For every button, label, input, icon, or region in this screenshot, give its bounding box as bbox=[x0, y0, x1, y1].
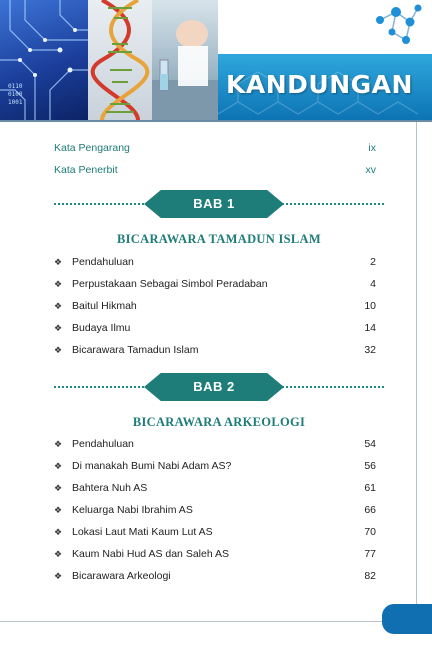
toc-entry-page: xv bbox=[365, 164, 376, 176]
toc-entry[interactable] bbox=[54, 523, 376, 541]
toc-entry-label: Kata Penerbit bbox=[54, 164, 118, 176]
toc-entry[interactable] bbox=[54, 253, 376, 271]
header-banner bbox=[0, 0, 432, 120]
diamond-bullet-icon: ❖ bbox=[54, 571, 63, 581]
chapter-2-banner bbox=[54, 373, 384, 401]
chapter-number: BAB 1 bbox=[193, 196, 235, 211]
dna-helix-image bbox=[88, 0, 152, 120]
toc-entry-page: 32 bbox=[364, 344, 376, 356]
toc-entry-page: 70 bbox=[364, 526, 376, 538]
toc-entry[interactable] bbox=[54, 297, 376, 315]
diamond-bullet-icon: ❖ bbox=[54, 483, 63, 493]
diamond-bullet-icon: ❖ bbox=[54, 345, 63, 355]
toc-entry[interactable] bbox=[54, 567, 376, 585]
chapter-1-banner bbox=[54, 190, 384, 218]
toc-entry-page: 14 bbox=[364, 322, 376, 334]
svg-text:0110: 0110 bbox=[8, 83, 23, 90]
toc-entry[interactable] bbox=[54, 479, 376, 497]
diamond-bullet-icon: ❖ bbox=[54, 549, 63, 559]
page-number-tab bbox=[382, 604, 432, 634]
toc-entry-label: Kaum Nabi Hud AS dan Saleh AS bbox=[72, 548, 230, 560]
toc-entry-label: Bicarawara Tamadun Islam bbox=[72, 344, 199, 356]
diamond-bullet-icon: ❖ bbox=[54, 527, 63, 537]
page-bottom-border bbox=[0, 621, 416, 622]
toc-entry-page: 54 bbox=[364, 438, 376, 450]
toc-entry-page: 61 bbox=[364, 482, 376, 494]
toc-entry-kata-pengarang[interactable] bbox=[54, 139, 376, 157]
toc-entry-label: Di manakah Bumi Nabi Adam AS? bbox=[72, 460, 232, 472]
chapter-number: BAB 2 bbox=[193, 379, 235, 394]
diamond-bullet-icon: ❖ bbox=[54, 439, 63, 449]
laboratory-image bbox=[152, 0, 218, 120]
toc-entry[interactable] bbox=[54, 319, 376, 337]
toc-entry-label: Baitul Hikmah bbox=[72, 300, 137, 312]
header-divider bbox=[0, 120, 432, 122]
svg-text:0100: 0100 bbox=[8, 91, 23, 98]
toc-entry-page: 56 bbox=[364, 460, 376, 472]
toc-entry-page: 77 bbox=[364, 548, 376, 560]
svg-text:1001: 1001 bbox=[8, 99, 23, 106]
toc-entry[interactable] bbox=[54, 457, 376, 475]
diamond-bullet-icon: ❖ bbox=[54, 257, 63, 267]
toc-entry-label: Budaya Ilmu bbox=[72, 322, 131, 334]
diamond-bullet-icon: ❖ bbox=[54, 505, 63, 515]
toc-entry[interactable] bbox=[54, 435, 376, 453]
page-title: KANDUNGAN bbox=[226, 70, 413, 99]
toc-entry[interactable] bbox=[54, 341, 376, 359]
toc-entry-page: 10 bbox=[364, 300, 376, 312]
diamond-bullet-icon: ❖ bbox=[54, 461, 63, 471]
toc-entry-label: Pendahuluan bbox=[72, 438, 134, 450]
page-side-border bbox=[416, 122, 417, 622]
toc-entry-kata-penerbit[interactable] bbox=[54, 161, 376, 179]
toc-entry-page: 82 bbox=[364, 570, 376, 582]
toc-entry-label: Perpustakaan Sebagai Simbol Peradaban bbox=[72, 278, 268, 290]
diamond-bullet-icon: ❖ bbox=[54, 323, 63, 333]
toc-entry-page: 4 bbox=[370, 278, 376, 290]
toc-entry-label: Kata Pengarang bbox=[54, 142, 130, 154]
circuit-board-image bbox=[0, 0, 88, 120]
toc-entry-label: Pendahuluan bbox=[72, 256, 134, 268]
toc-entry[interactable] bbox=[54, 275, 376, 293]
toc-entry[interactable] bbox=[54, 545, 376, 563]
diamond-bullet-icon: ❖ bbox=[54, 301, 63, 311]
toc-entry-label: Lokasi Laut Mati Kaum Lut AS bbox=[72, 526, 213, 538]
chapter-2-title: BICARAWARA ARKEOLOGI bbox=[132, 415, 306, 429]
toc-entry[interactable] bbox=[54, 501, 376, 519]
toc-entry-page: ix bbox=[368, 142, 376, 154]
toc-entry-page: 66 bbox=[364, 504, 376, 516]
toc-entry-label: Bahtera Nuh AS bbox=[72, 482, 148, 494]
toc-entry-page: 2 bbox=[370, 256, 376, 268]
toc-entry-label: Bicarawara Arkeologi bbox=[72, 570, 171, 582]
chapter-1-title: BICARAWARA TAMADUN ISLAM bbox=[117, 232, 321, 246]
diamond-bullet-icon: ❖ bbox=[54, 279, 63, 289]
toc-entry-label: Keluarga Nabi Ibrahim AS bbox=[72, 504, 193, 516]
